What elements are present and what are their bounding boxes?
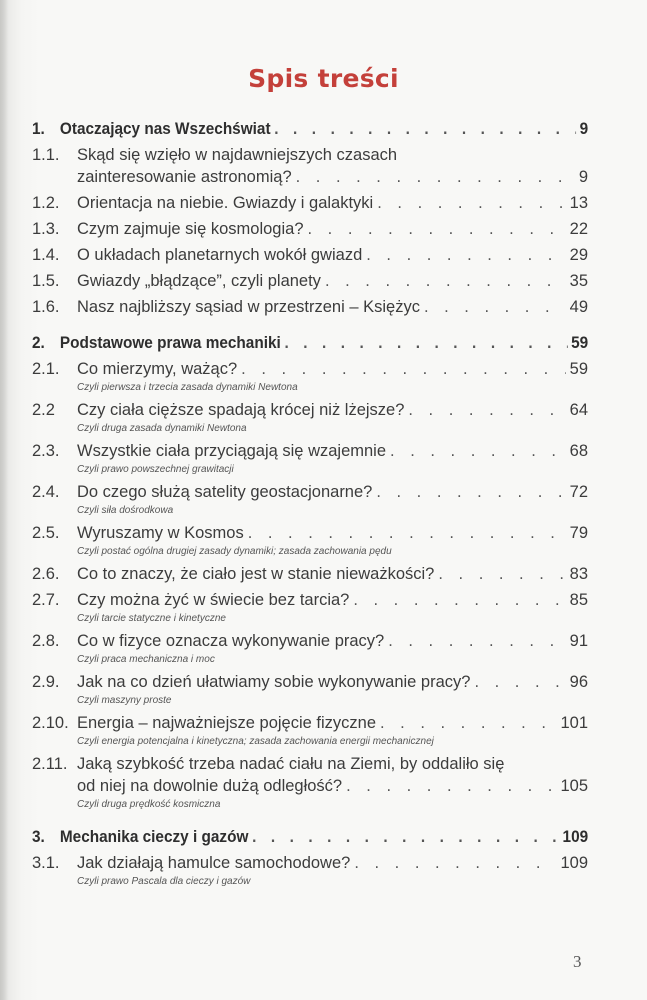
section-title-line2-wrap bbox=[77, 166, 588, 188]
chapter-title: Mechanika cieczy i gazów bbox=[59, 828, 249, 846]
section-title: Orientacja na niebie. Gwiazdy i galaktyki bbox=[77, 194, 374, 212]
toc-section-entry[interactable] bbox=[32, 630, 588, 652]
section-title-wrap bbox=[77, 244, 588, 266]
dot-leader bbox=[474, 671, 565, 693]
dot-leader bbox=[353, 589, 565, 611]
section-title-wrap bbox=[77, 296, 588, 318]
dot-leader bbox=[248, 522, 566, 544]
section-subtitle: Czyli prawo powszechnej grawitacji bbox=[77, 464, 234, 475]
dot-leader bbox=[390, 440, 566, 462]
section-title-wrap bbox=[77, 712, 588, 734]
section-number: 2.6. bbox=[32, 565, 60, 583]
section-number: 3.1. bbox=[32, 854, 60, 872]
spacer bbox=[32, 889, 588, 893]
table-of-contents bbox=[32, 118, 588, 893]
chapter-page-number: 109 bbox=[562, 828, 589, 846]
section-number: 2.7. bbox=[32, 591, 60, 609]
section-page-number: 13 bbox=[569, 194, 588, 212]
toc-section-entry[interactable] bbox=[32, 753, 588, 797]
section-number: 2.10. bbox=[32, 714, 69, 732]
section-title: Wyruszamy w Kosmos bbox=[77, 524, 244, 542]
toc-section-entry[interactable] bbox=[32, 244, 588, 266]
dot-leader bbox=[325, 270, 566, 292]
section-page-number: 49 bbox=[569, 298, 588, 316]
dot-leader bbox=[284, 332, 567, 354]
dot-leader bbox=[377, 192, 565, 214]
dot-leader bbox=[274, 118, 576, 140]
section-page-number: 96 bbox=[569, 673, 588, 691]
section-number: 1.3. bbox=[32, 220, 60, 238]
section-title-wrap bbox=[77, 440, 588, 462]
toc-section-entry[interactable] bbox=[32, 481, 588, 503]
page-number: 3 bbox=[573, 952, 582, 971]
toc-section-entry[interactable] bbox=[32, 192, 588, 214]
section-subtitle: Czyli druga zasada dynamiki Newtona bbox=[77, 423, 247, 434]
dot-leader bbox=[241, 358, 565, 380]
section-title-line1: Skąd się wzięło w najdawniejszych czasach bbox=[77, 146, 398, 164]
section-page-number: 85 bbox=[569, 591, 588, 609]
spacer bbox=[32, 322, 588, 332]
section-number: 1.5. bbox=[32, 272, 60, 290]
section-title: Energia – najważniejsze pojęcie fizyczne bbox=[77, 714, 376, 732]
section-number: 2.4. bbox=[32, 483, 60, 501]
toc-section-entry[interactable] bbox=[32, 522, 588, 544]
section-title: Wszystkie ciała przyciągają się wzajemnie bbox=[77, 442, 387, 460]
spine-shadow bbox=[0, 0, 8, 1000]
section-page-number: 64 bbox=[569, 401, 588, 419]
section-subtitle: Czyli postać ogólna drugiej zasady dynamiki; zasada zachowania pędu bbox=[77, 546, 392, 557]
page-title: Spis treści bbox=[248, 64, 399, 93]
spacer bbox=[32, 816, 588, 826]
section-number: 2.3. bbox=[32, 442, 60, 460]
section-title-wrap bbox=[77, 218, 588, 240]
dot-leader bbox=[376, 481, 565, 503]
dot-leader bbox=[380, 712, 556, 734]
section-page-number: 105 bbox=[560, 777, 588, 795]
section-page-number: 72 bbox=[569, 483, 588, 501]
section-page-number: 22 bbox=[569, 220, 588, 238]
dot-leader bbox=[296, 166, 575, 188]
section-number: 1.1. bbox=[32, 146, 60, 164]
section-page-number: 9 bbox=[578, 168, 588, 186]
chapter-title-wrap bbox=[60, 332, 588, 354]
section-title-wrap bbox=[77, 522, 588, 544]
section-title: Co to znaczy, że ciało jest w stanie nieważkości? bbox=[77, 565, 435, 583]
section-title: Czym zajmuje się kosmologia? bbox=[77, 220, 304, 238]
dot-leader bbox=[354, 852, 556, 874]
dot-leader bbox=[408, 399, 565, 421]
section-title-wrap bbox=[77, 192, 588, 214]
section-title-line1: Jaką szybkość trzeba nadać ciału na Ziemi, by oddaliło się bbox=[77, 755, 505, 773]
toc-section-entry[interactable] bbox=[32, 440, 588, 462]
chapter-number: 1. bbox=[32, 120, 45, 138]
section-title: Czy ciała cięższe spadają krócej niż lżejsze? bbox=[77, 401, 405, 419]
dot-leader bbox=[388, 630, 565, 652]
section-page-number: 35 bbox=[569, 272, 588, 290]
chapter-title-wrap bbox=[60, 118, 588, 140]
chapter-number: 2. bbox=[32, 334, 45, 352]
section-title-wrap bbox=[77, 144, 588, 188]
chapter-page-number: 59 bbox=[571, 334, 589, 352]
section-title: Jak działają hamulce samochodowe? bbox=[77, 854, 351, 872]
section-subtitle: Czyli praca mechaniczna i moc bbox=[77, 654, 215, 665]
section-subtitle: Czyli pierwsza i trzecia zasada dynamiki Newtona bbox=[77, 382, 298, 393]
dot-leader bbox=[438, 563, 565, 585]
section-page-number: 59 bbox=[569, 360, 588, 378]
section-title-wrap bbox=[77, 671, 588, 693]
section-number: 2.11. bbox=[32, 755, 68, 773]
section-page-number: 68 bbox=[569, 442, 588, 460]
section-title-wrap bbox=[77, 270, 588, 292]
toc-section-entry[interactable] bbox=[32, 399, 588, 421]
section-title-wrap bbox=[77, 481, 588, 503]
dot-leader bbox=[308, 218, 566, 240]
section-number: 1.6. bbox=[32, 298, 60, 316]
toc-section-entry[interactable] bbox=[32, 563, 588, 585]
section-title: Czy można żyć w świecie bez tarcia? bbox=[77, 591, 350, 609]
section-number: 2.9. bbox=[32, 673, 60, 691]
section-number: 2.1. bbox=[32, 360, 60, 378]
section-title: Co w fizyce oznacza wykonywanie pracy? bbox=[77, 632, 385, 650]
toc-chapter-entry[interactable] bbox=[32, 118, 588, 140]
chapter-number: 3. bbox=[32, 828, 45, 846]
toc-section-entry[interactable] bbox=[32, 296, 588, 318]
section-page-number: 109 bbox=[560, 854, 588, 872]
chapter-title-wrap bbox=[60, 826, 588, 848]
section-number: 2.2 bbox=[32, 401, 55, 419]
section-title-line2: od niej na dowolnie dużą odległość? bbox=[77, 777, 343, 795]
dot-leader bbox=[424, 296, 566, 318]
section-page-number: 79 bbox=[569, 524, 588, 542]
chapter-title: Otaczający nas Wszechświat bbox=[59, 120, 271, 138]
section-number: 2.5. bbox=[32, 524, 60, 542]
section-page-number: 83 bbox=[569, 565, 588, 583]
section-title-line2: zainteresowanie astronomią? bbox=[77, 168, 292, 186]
section-title: Jak na co dzień ułatwiamy sobie wykonywanie pracy? bbox=[77, 673, 471, 691]
dot-leader bbox=[346, 775, 556, 797]
toc-section-entry[interactable] bbox=[32, 358, 588, 380]
chapter-title: Podstawowe prawa mechaniki bbox=[59, 334, 281, 352]
toc-section-entry[interactable] bbox=[32, 144, 588, 188]
section-page-number: 101 bbox=[560, 714, 588, 732]
section-subtitle: Czyli maszyny proste bbox=[77, 695, 172, 706]
section-page-number: 29 bbox=[569, 246, 588, 264]
dot-leader bbox=[366, 244, 565, 266]
section-subtitle: Czyli prawo Pascala dla cieczy i gazów bbox=[77, 876, 251, 887]
toc-section-entry[interactable] bbox=[32, 270, 588, 292]
section-title: Co mierzymy, ważąc? bbox=[77, 360, 238, 378]
section-title-wrap bbox=[77, 630, 588, 652]
section-subtitle: Czyli tarcie statyczne i kinetyczne bbox=[77, 613, 226, 624]
section-subtitle: Czyli siła dośrodkowa bbox=[77, 505, 174, 516]
section-title-wrap bbox=[77, 358, 588, 380]
section-title: O układach planetarnych wokół gwiazd bbox=[77, 246, 363, 264]
section-title: Gwiazdy „błądzące”, czyli planety bbox=[77, 272, 321, 290]
section-title-wrap bbox=[77, 589, 588, 611]
section-title-wrap bbox=[77, 852, 588, 874]
section-number: 1.4. bbox=[32, 246, 60, 264]
toc-section-entry[interactable] bbox=[32, 712, 588, 734]
section-subtitle: Czyli energia potencjalna i kinetyczna; zasada zachowania energii mechanicznej bbox=[77, 736, 434, 747]
section-subtitle: Czyli druga prędkość kosmiczna bbox=[77, 799, 221, 810]
toc-chapter-entry[interactable] bbox=[32, 826, 588, 848]
section-title: Do czego służą satelity geostacjonarne? bbox=[77, 483, 373, 501]
section-title-wrap bbox=[77, 399, 588, 421]
toc-section-entry[interactable] bbox=[32, 218, 588, 240]
section-title-wrap bbox=[77, 563, 588, 585]
section-page-number: 91 bbox=[569, 632, 588, 650]
toc-chapter-entry[interactable] bbox=[32, 332, 588, 354]
section-number: 1.2. bbox=[32, 194, 60, 212]
dot-leader bbox=[252, 826, 559, 848]
toc-section-entry[interactable] bbox=[32, 589, 588, 611]
section-title-line2-wrap bbox=[77, 775, 588, 797]
toc-section-entry[interactable] bbox=[32, 671, 588, 693]
section-title: Nasz najbliższy sąsiad w przestrzeni – Księżyc bbox=[77, 298, 420, 316]
section-number: 2.8. bbox=[32, 632, 60, 650]
toc-section-entry[interactable] bbox=[32, 852, 588, 874]
chapter-page-number: 9 bbox=[579, 120, 589, 138]
section-title-wrap bbox=[77, 753, 588, 797]
